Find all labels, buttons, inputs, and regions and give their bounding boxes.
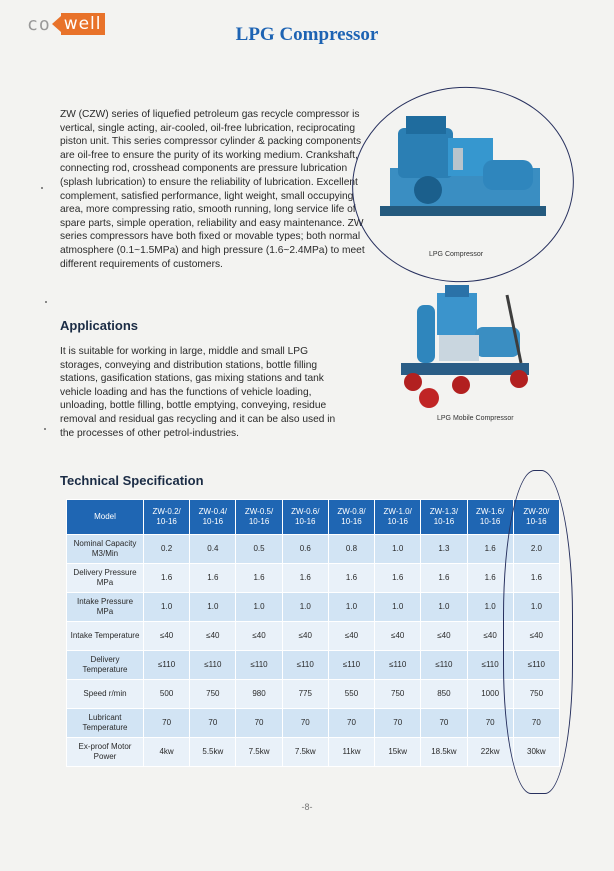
row-label-part: Nominal Capacity xyxy=(73,539,137,548)
table-row xyxy=(67,535,560,564)
spec-header-row xyxy=(67,500,560,535)
row-label-part: M3/Min xyxy=(91,549,119,558)
compressor-caption: LPG Compressor xyxy=(429,251,484,258)
table-cell: 850 xyxy=(421,680,467,709)
header-model-4 xyxy=(328,500,374,535)
table-cell: 1.0 xyxy=(190,593,236,622)
table-cell: 1.0 xyxy=(467,593,513,622)
table-cell: 1.0 xyxy=(144,593,190,622)
row-label xyxy=(67,709,144,738)
table-cell: 1.6 xyxy=(421,564,467,593)
table-cell: 15kw xyxy=(375,738,421,767)
table-cell: 22kw xyxy=(467,738,513,767)
ink-oval-annotation xyxy=(503,470,573,794)
table-row xyxy=(67,651,560,680)
table-cell: ≤110 xyxy=(375,651,421,680)
header-model-2 xyxy=(236,500,282,535)
table-row xyxy=(67,680,560,709)
row-label-part: Intake Pressure xyxy=(76,597,134,606)
row-label xyxy=(67,593,144,622)
header-model-7 xyxy=(467,500,513,535)
table-cell: 5.5kw xyxy=(190,738,236,767)
table-cell: 980 xyxy=(236,680,282,709)
table-cell: 0.6 xyxy=(282,535,328,564)
table-cell: ≤110 xyxy=(513,651,559,680)
row-label-part: Temperature xyxy=(82,665,128,674)
table-cell: 1.0 xyxy=(282,593,328,622)
table-cell: ≤110 xyxy=(467,651,513,680)
model-name-part: 10-16 xyxy=(387,517,408,526)
table-cell: 7.5kw xyxy=(282,738,328,767)
table-cell: 70 xyxy=(467,709,513,738)
table-cell: 1000 xyxy=(467,680,513,709)
row-label-part: Delivery Pressure xyxy=(73,568,137,577)
table-cell: 1.0 xyxy=(375,535,421,564)
scan-mark xyxy=(44,428,46,430)
row-label-part: Temperature xyxy=(82,723,128,732)
model-name-part: ZW-1.3/ xyxy=(429,507,459,516)
table-cell: ≤40 xyxy=(236,622,282,651)
table-cell: 1.0 xyxy=(421,593,467,622)
table-cell: ≤40 xyxy=(375,622,421,651)
row-label xyxy=(67,651,144,680)
table-cell: 70 xyxy=(144,709,190,738)
table-row xyxy=(67,709,560,738)
table-cell: 1.6 xyxy=(190,564,236,593)
table-cell: 750 xyxy=(375,680,421,709)
header-model-3 xyxy=(282,500,328,535)
table-cell: 1.6 xyxy=(144,564,190,593)
spec-heading: Technical Specification xyxy=(60,473,204,488)
header-model-5 xyxy=(375,500,421,535)
scan-mark xyxy=(45,301,47,303)
model-name-part: ZW-0.5/ xyxy=(244,507,274,516)
table-row xyxy=(67,622,560,651)
model-name-part: ZW-1.0/ xyxy=(383,507,412,516)
table-cell: 30kw xyxy=(513,738,559,767)
table-cell: ≤110 xyxy=(144,651,190,680)
table-cell: 775 xyxy=(282,680,328,709)
header-model-6 xyxy=(421,500,467,535)
table-cell: 4kw xyxy=(144,738,190,767)
row-label-part: Ex-proof Motor xyxy=(78,742,132,751)
table-cell: ≤40 xyxy=(282,622,328,651)
table-cell: 70 xyxy=(328,709,374,738)
mobile-compressor-caption: LPG Mobile Compressor xyxy=(437,415,514,422)
table-cell: 1.6 xyxy=(236,564,282,593)
table-cell: 1.3 xyxy=(421,535,467,564)
table-cell: ≤40 xyxy=(144,622,190,651)
table-cell: 0.4 xyxy=(190,535,236,564)
table-row xyxy=(67,738,560,767)
row-label-part: Intake Temperature xyxy=(70,631,140,640)
table-cell: 0.2 xyxy=(144,535,190,564)
model-name-part: ZW-0.4/ xyxy=(198,507,227,516)
model-name-part: 10-16 xyxy=(156,517,177,526)
model-name-part: 10-16 xyxy=(341,517,362,526)
table-cell: 500 xyxy=(144,680,190,709)
table-cell: 70 xyxy=(236,709,282,738)
table-cell: ≤110 xyxy=(282,651,328,680)
model-name-part: 10-16 xyxy=(202,517,224,526)
brand-prefix: co xyxy=(27,13,51,35)
table-cell: 1.6 xyxy=(282,564,328,593)
table-cell: 1.6 xyxy=(513,564,559,593)
table-cell: 1.6 xyxy=(467,535,513,564)
row-label xyxy=(67,564,144,593)
table-cell: ≤110 xyxy=(421,651,467,680)
table-row xyxy=(67,564,560,593)
row-label-part: Delivery xyxy=(90,655,120,664)
model-name-part: ZW-0.6/ xyxy=(291,507,320,516)
model-name-part: 10-16 xyxy=(295,517,316,526)
row-label-part: MPa xyxy=(96,607,114,616)
row-label-part: MPa xyxy=(96,578,114,587)
row-label xyxy=(67,622,144,651)
model-name-part: ZW-0.8/ xyxy=(337,507,366,516)
table-cell: ≤110 xyxy=(328,651,374,680)
table-cell: 1.0 xyxy=(513,593,559,622)
table-cell: 1.6 xyxy=(375,564,421,593)
model-name-part: 10-16 xyxy=(479,517,501,526)
model-name-part: 10-16 xyxy=(248,517,270,526)
table-cell: 1.0 xyxy=(236,593,282,622)
table-cell: 550 xyxy=(328,680,374,709)
table-cell: 11kw xyxy=(328,738,374,767)
table-cell: 1.0 xyxy=(328,593,374,622)
table-cell: 7.5kw xyxy=(236,738,282,767)
model-name-part: 10-16 xyxy=(526,517,547,526)
model-name-part: 10-16 xyxy=(433,517,455,526)
lpg-mobile-compressor-image xyxy=(395,285,535,415)
intro-paragraph: ZW (CZW) series of liquefied petroleum gas recycle compressor is vertical, single acting, air-cooled, oil-free lubrication, reciprocating piston unit. This series compressor cylinder & packing components are oil-free to ensure the purity of its working medium. Crankshaft, connecting rod, crosshead components are pressure lubrication (splash lubrication) to ensure the reliability of lubrication. Excellent complement, satisfied performance, light weight, small occupying area, more compressing ratio, smooth running, long service life of spare parts, simple operation, reliability and easy maintenance. ZW series compressors have both fixed or movable types; both normal atmosphere (0.1~1.5MPa) and high pressure (1.6~2.4MPa) to meet different requirements of customers. xyxy=(60,109,365,270)
page-number: -8- xyxy=(301,802,313,812)
brand-name: well xyxy=(61,13,105,35)
scan-mark xyxy=(41,187,43,189)
table-cell: 750 xyxy=(190,680,236,709)
model-name-part: ZW-1.6/ xyxy=(475,507,505,516)
model-name-part: ZW-0.2/ xyxy=(152,507,181,516)
row-label-part: Power xyxy=(93,752,117,761)
table-cell: 750 xyxy=(513,680,559,709)
table-cell: 70 xyxy=(190,709,236,738)
table-cell: ≤40 xyxy=(421,622,467,651)
table-cell: 0.5 xyxy=(236,535,282,564)
table-row xyxy=(67,593,560,622)
row-label-part: Speed r/min xyxy=(83,689,127,698)
page-title: LPG Compressor xyxy=(235,24,379,45)
header-model-1 xyxy=(190,500,236,535)
table-cell: 18.5kw xyxy=(421,738,467,767)
applications-paragraph: It is suitable for working in large, middle and small LPG storages, conveying and distribution stations, bottle filling stations, gasification stations, gas mixing stations and tank vehicle loading and has the functions of vehicle loading, unloading, bottle filling, bottle emptying, conveying, residue removal and residual gas recycling and it can be also used in the processes of other petrol-industries. xyxy=(60,346,336,439)
row-label xyxy=(67,680,144,709)
table-cell: 1.6 xyxy=(467,564,513,593)
table-cell: ≤40 xyxy=(467,622,513,651)
spec-table xyxy=(66,499,560,767)
row-label xyxy=(67,535,144,564)
table-cell: 0.8 xyxy=(328,535,374,564)
table-cell: 70 xyxy=(513,709,559,738)
table-cell: ≤110 xyxy=(190,651,236,680)
table-cell: 2.0 xyxy=(513,535,559,564)
table-cell: 1.0 xyxy=(375,593,421,622)
table-cell: ≤110 xyxy=(236,651,282,680)
table-cell: 70 xyxy=(375,709,421,738)
header-model-0 xyxy=(144,500,190,535)
table-cell: ≤40 xyxy=(513,622,559,651)
applications-heading: Applications xyxy=(60,318,139,333)
row-label xyxy=(67,738,144,767)
model-name-part: ZW-20/ xyxy=(523,507,550,516)
table-cell: ≤40 xyxy=(190,622,236,651)
table-cell: 70 xyxy=(282,709,328,738)
header-model-label: Model xyxy=(67,500,144,535)
row-label-part: Lubricant xyxy=(88,713,122,722)
table-cell: ≤40 xyxy=(328,622,374,651)
table-cell: 1.6 xyxy=(328,564,374,593)
table-cell: 70 xyxy=(421,709,467,738)
